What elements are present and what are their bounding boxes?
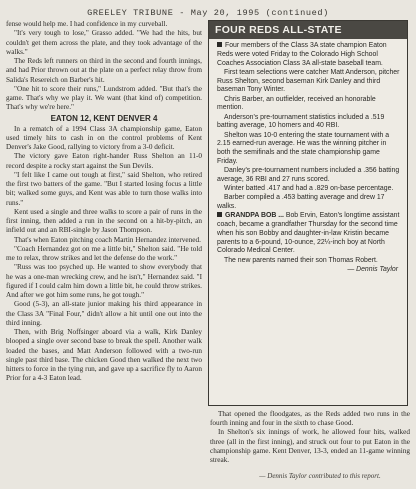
sidebar-paragraph: Four members of the Class 3A state champion Eaton Reds were voted Friday to the Colorado High School Coaches Association Class 3A all-state baseball team. [217,42,387,67]
paragraph: The victory gave Eaton right-hander Russ Shelton an 11-0 record despite a rocky start against the Sun Devils. [6,152,202,170]
paragraph: That's when Eaton pitching coach Martin Hernandez intervened. [14,235,201,244]
paragraph: "Coach Hernandez got on me a little bit," Shelton said. "He told me to relax, throw strikes and let the defense do the work." [6,244,202,262]
paragraph: "Russ was too psyched up. He wanted to show everybody that he was a one-man wrecking crew, and he isn't," Hernandez said. "I figured if I could calm him down a little bit, he could throw strikes. And after we got him some runs, he got tough." [6,263,202,299]
sidebar-paragraph: Barber compiled a .453 batting average and drew 17 walks. [217,194,385,210]
sidebar-paragraph: Danley's pre-tournament numbers included a .356 batting average, 36 RBI and 27 runs scored. [217,167,400,183]
sidebar-paragraph: Anderson's pre-tournament statistics included a .519 batting average, 10 homers and 40 RBI. [217,113,385,130]
sidebar-box [208,20,408,406]
subheading: EATON 12, KENT DENVER 4 [50,113,158,123]
sidebar-paragraph: Shelton was 10-0 entering the state tournament with a 2.15 earned-run average. He was the winning pitcher in both the semifinals and the state championship game Friday. [217,131,390,165]
byline: — Dennis Taylor [347,265,398,273]
square-bullet-icon [217,212,222,217]
paragraph: fense would help me. I had confidence in my curveball. [6,20,168,28]
sidebar-paragraph: The new parents named their son Thomas Robert. [224,256,378,264]
sidebar-paragraph: GRANDPA BOB ... Bob Ervin, Eaton's longtime assistant coach, became a grandfather Thursday for the second time when his son Bobby and daughter-in-law Kristin became parents to a 6-pound, 10-ounce, 22¼-inch boy at North Colorado Medical Center. [217,212,400,255]
sidebar-title: FOUR REDS ALL-STATE [209,21,407,39]
right-column [210,410,410,465]
paragraph: Kent used a single and three walks to score a pair of runs in the first inning, then added a run in the second on a hit-by-pitch, an infield out and an RBI-single by Jason Thompson. [6,207,202,235]
paragraph: In Shelton's six innings of work, he allowed four hits, walked three (all in the first inning), and struck out four to put Eaton in the championship game. Kent Denver, 13-3, ended an 11-game winning streak. [210,428,410,465]
sidebar-paragraph: Winter batted .417 and had a .829 on-base percentage. [224,185,394,192]
grandpa-head: GRANDPA BOB ... [225,212,284,220]
page-header: GREELEY TRIBUNE - May 20, 1995 (continued) [87,8,329,18]
left-column [6,20,202,384]
paragraph: That opened the floodgates, as the Reds added two runs in the fourth inning and four in the sixth to chase Good. [210,410,410,428]
paragraph: The Reds left runners on third in the second and fourth innings, and had Prior thrown out at the plate on a perfect relay throw from Salida's Resereich on Barber's hit. [6,57,202,84]
paragraph: "It's very tough to lose," Grasso added. "We had the hits, but couldn't get them across the plate, and they took advantage of the walks." [6,29,202,56]
square-bullet-icon [217,42,222,47]
paragraph: Then, with Brig Noffsinger aboard via a walk, Kirk Danley blooped a single over second base to break the spell. Another walk loaded the bases, and Matt Anderson followed with a two-run single past third base. The chicken Good then walked the next two hitters to force in the tying run, and gave up a sacrifice fly to Aaron Prior for a 4-3 Eaton lead. [6,328,202,383]
paragraph: Good (5-3), an all-state junior making his third appearance in the Class 3A "Final Four," didn't allow a hit until one out into the third inning. [6,300,202,327]
sidebar-paragraph: Chris Barber, an outfielder, received an honorable mention. [217,95,376,112]
paragraph: "One hit to score their runs," Lundstrom added. "But that's the game. That's why we play it. We want (that kind of) competition. That's why we're here." [6,84,202,112]
sidebar-body [209,39,407,275]
paragraph: In a rematch of a 1994 Class 3A championship game, Eaton used timely hits to cash in on the control problems of Kent Denver's Jake Good, rallying to victory from a 3-0 deficit. [6,124,202,151]
sidebar-paragraph: First team selections were catcher Matt Anderson, pitcher Russ Shelton, second baseman Kirk Danley and third baseman Tony Winter. [217,68,400,94]
paragraph: "I felt like I came out tough at first," said Shelton, who retired the first two batters of the game. "But I started losing focus a little bit; walked some guys, and Kent was able to turn those walks into runs." [6,170,202,207]
contributor-note: — Dennis Taylor contributed to this report. [259,472,381,480]
